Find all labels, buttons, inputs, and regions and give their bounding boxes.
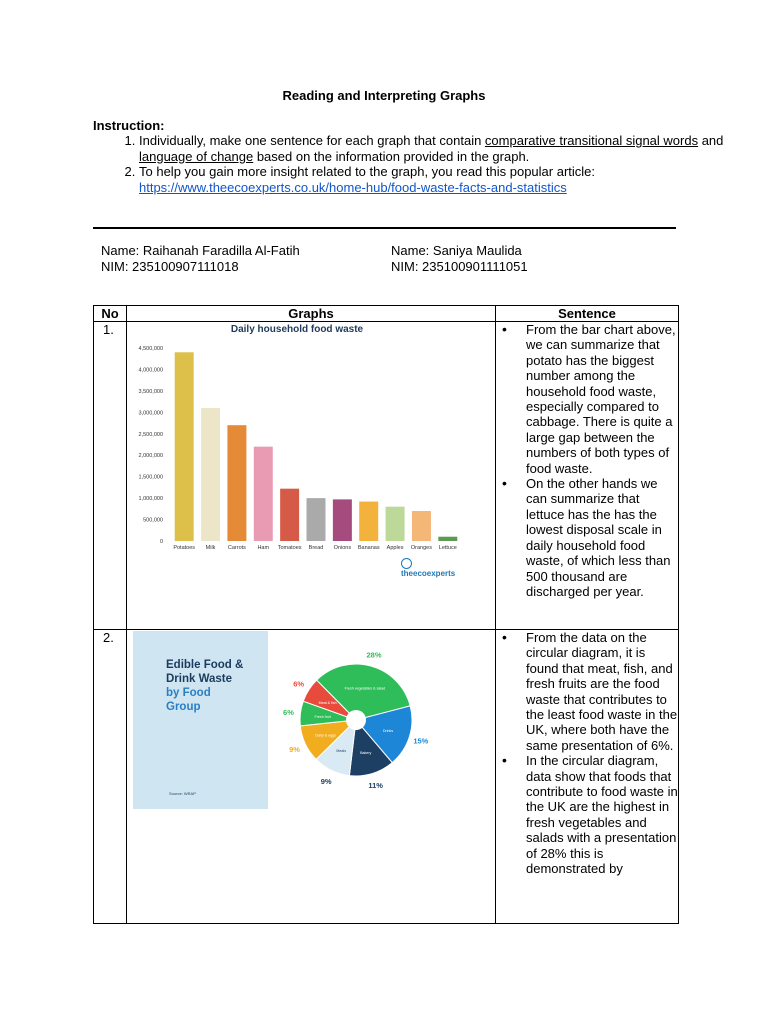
article-link[interactable]: https://www.theecoexperts.co.uk/home-hub/food-waste-facts-and-statistics (139, 179, 567, 195)
x-tick-label: Bananas (357, 545, 380, 551)
bar-potatoes (175, 352, 194, 541)
bar-apples (386, 507, 405, 541)
header-no: No (94, 306, 127, 322)
sentence-cell-1 (496, 322, 679, 630)
bar-chart-svg (129, 322, 465, 575)
x-tick-label: Ham (257, 545, 270, 551)
bar-ham (254, 447, 273, 541)
y-tick-label: 4,000,000 (138, 367, 163, 374)
sentence-cell-2 (496, 630, 679, 924)
bar-bread (307, 498, 326, 541)
student-1-nim: NIM: 235100907111018 (101, 259, 239, 274)
pie-percent-label: 9% (320, 777, 332, 787)
infographic-card (133, 631, 268, 809)
row-number: 1. (94, 322, 127, 630)
x-tick-label: Apples (386, 545, 404, 551)
underline-term-1: comparative transitional signal words (484, 133, 699, 148)
divider (93, 227, 676, 229)
x-tick-label: Oranges (410, 545, 433, 551)
row-number: 2. (94, 630, 127, 924)
y-tick-label: 1,500,000 (138, 474, 163, 481)
x-tick-label: Carrots (227, 545, 246, 551)
instruction-list (93, 133, 729, 195)
pie-category-label: Fresh fruit (314, 715, 331, 720)
y-tick-label: 1,000,000 (138, 496, 163, 503)
page-title: Reading and Interpreting Graphs (282, 88, 486, 103)
instruction-heading: Instruction: (93, 118, 165, 133)
sentence-1a: • From the bar chart above, we can summarize that potato has the biggest number among the household food waste, especially compared to cabbage. There is quite a large gap between the numbers of both types of food waste. (526, 322, 678, 476)
header-sentence: Sentence (496, 306, 679, 322)
x-tick-label: Potatoes (173, 545, 196, 551)
sentence-1b: • On the other hands we can summarize that lettuce has the has the lowest disposal scale in daily household food waste, of which less than 500 thousand are discharged per year. (526, 476, 678, 599)
bar-chart (129, 322, 465, 578)
instruction-item-2: 2. To help you gain more insight related to the graph, you read this popular article: https://www.theecoexperts.co.uk/home-hub/food-waste-facts-and-statistics (139, 164, 729, 195)
bar-oranges (412, 511, 431, 541)
instruction-item-1: 1. Individually, make one sentence for each graph that contain comparative transitional signal words and language of change based on the information provided in the graph. (139, 133, 729, 164)
sentence-2b: • In the circular diagram, data show that foods that contribute to food waste in the UK are the highest in fresh vegetables and salads with a presentation of 28% this is demonstrated by (526, 753, 678, 876)
x-tick-label: Bread (308, 545, 324, 551)
pie-percent-label: 6% (293, 679, 305, 689)
chart-title: Daily household food waste (230, 324, 364, 335)
pie-percent-label: 9% (289, 745, 300, 755)
worksheet-table (93, 305, 679, 924)
x-tick-label: Lettuce (438, 545, 457, 551)
y-tick-label: 500,000 (143, 517, 163, 524)
pie-category-label: Meals (336, 749, 347, 754)
graph-cell-2 (127, 630, 496, 924)
table-row (94, 322, 679, 630)
pie-percent-label: 28% (366, 650, 382, 660)
y-tick-label: 3,500,000 (138, 388, 163, 395)
y-tick-label: 0 (159, 539, 163, 545)
student-2 (391, 243, 528, 275)
student-2-name: Name: Saniya Maulida (391, 243, 522, 258)
pie-category-label: Meat & fish (318, 700, 337, 705)
sentence-2a: • From the data on the circular diagram, it is found that meat, fish, and fresh fruits are the food waste that contributes to the least food waste in the UK, where both have the same presentation of 6%. (526, 630, 678, 753)
bar-lettuce (438, 537, 457, 541)
x-tick-label: Milk (205, 545, 216, 551)
student-2-nim: NIM: 235100901111051 (391, 259, 528, 274)
y-tick-label: 3,000,000 (138, 410, 163, 417)
pie-chart-svg (272, 640, 472, 810)
bar-tomatoes (280, 489, 299, 541)
pie-center (346, 710, 366, 730)
x-tick-label: Onions (333, 545, 352, 551)
table-row (94, 630, 679, 924)
pie-category-label: Bakery (360, 751, 372, 756)
pie-category-label: Fresh vegetables & salad (344, 686, 386, 691)
card-title: Edible Food & Drink Waste by Food Group (166, 659, 244, 713)
pie-percent-label: 11% (368, 781, 383, 791)
pie-category-label: Drinks (382, 729, 394, 734)
pie-category-label: Dairy & eggs (315, 733, 336, 738)
y-tick-label: 2,000,000 (138, 453, 163, 460)
student-1 (101, 243, 300, 275)
bar-carrots (227, 425, 246, 541)
x-tick-label: Tomatoes (277, 545, 302, 551)
underline-term-2: language of change (139, 148, 254, 164)
student-1-name: Name: Raihanah Faradilla Al-Fatih (101, 243, 300, 258)
header-graphs: Graphs (127, 306, 496, 322)
ecoexperts-logo: theecoexperts (401, 558, 465, 578)
y-tick-label: 2,500,000 (138, 431, 163, 438)
card-source: Source: WRAP (169, 791, 196, 796)
graph-cell-1 (127, 322, 496, 630)
pie-percent-label: 6% (283, 707, 294, 717)
bar-milk (201, 408, 220, 541)
pie-percent-label: 15% (413, 736, 429, 746)
y-tick-label: 4,500,000 (138, 346, 163, 352)
bar-bananas (359, 502, 378, 541)
bar-onions (333, 499, 352, 541)
table-header-row (94, 306, 679, 322)
